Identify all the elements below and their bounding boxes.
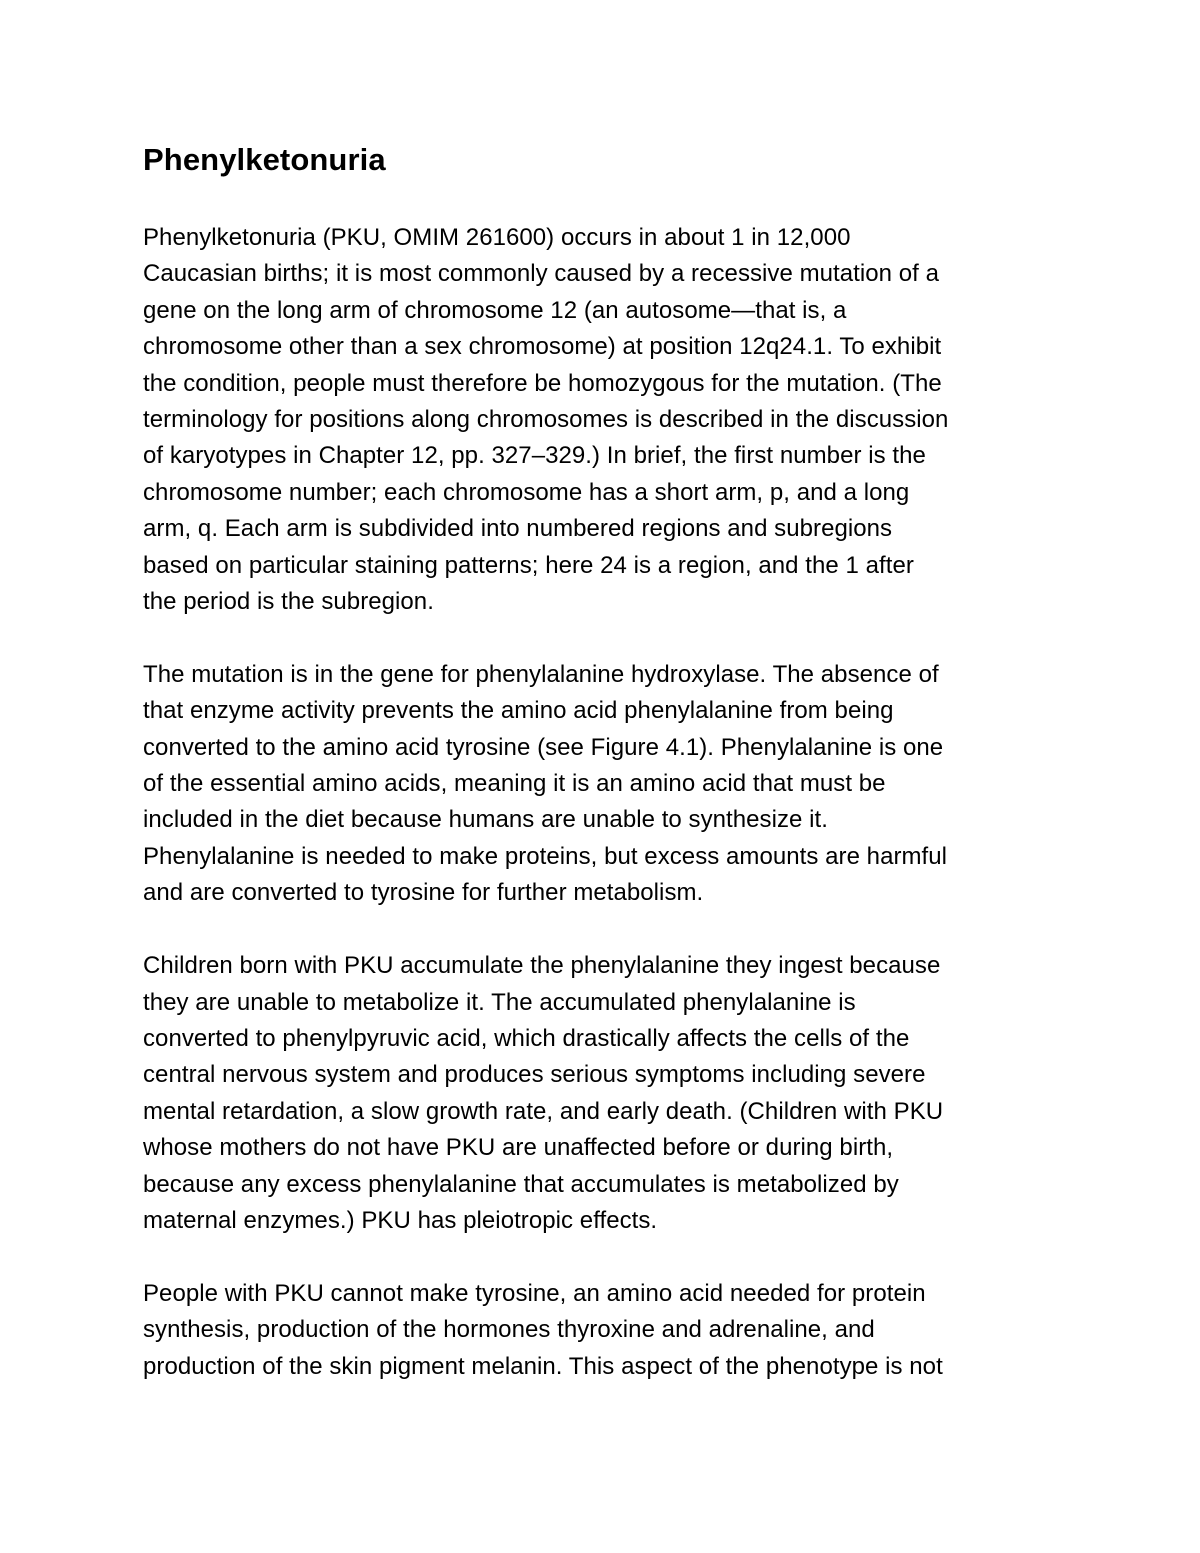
- text-line: because any excess phenylalanine that accumulates is metabolized by: [143, 1170, 899, 1198]
- text-line: chromosome number; each chromosome has a short arm, p, and a long: [143, 478, 910, 506]
- text-line: gene on the long arm of chromosome 12 (an autosome—that is, a: [143, 296, 847, 324]
- paragraph-4: [143, 1276, 1063, 1385]
- text-line: based on particular staining patterns; here 24 is a region, and the 1 after: [143, 551, 914, 579]
- text-line: terminology for positions along chromosomes is described in the discussion: [143, 406, 949, 434]
- text-line: synthesis, production of the hormones thyroxine and adrenaline, and: [143, 1316, 875, 1344]
- document-title: Phenylketonuria: [143, 142, 386, 177]
- text-line: they are unable to metabolize it. The accumulated phenylalanine is: [143, 988, 856, 1016]
- text-line: Phenylalanine is needed to make proteins, but excess amounts are harmful: [143, 842, 948, 870]
- text-line: production of the skin pigment melanin. This aspect of the phenotype is not: [143, 1352, 943, 1380]
- text-line: the condition, people must therefore be homozygous for the mutation. (The: [143, 369, 942, 397]
- text-line: Children born with PKU accumulate the phenylalanine they ingest because: [143, 952, 941, 980]
- paragraph-2: [143, 657, 1063, 912]
- text-line: People with PKU cannot make tyrosine, an amino acid needed for protein: [143, 1279, 926, 1307]
- text-line: converted to phenylpyruvic acid, which drastically affects the cells of the: [143, 1024, 910, 1052]
- text-line: the period is the subregion.: [143, 588, 434, 616]
- text-line: and are converted to tyrosine for further metabolism.: [143, 879, 704, 907]
- text-line: of the essential amino acids, meaning it is an amino acid that must be: [143, 770, 886, 798]
- text-line: mental retardation, a slow growth rate, and early death. (Children with PKU: [143, 1097, 944, 1125]
- paragraph-1: [143, 220, 1063, 620]
- text-line: that enzyme activity prevents the amino acid phenylalanine from being: [143, 697, 894, 725]
- text-line: Caucasian births; it is most commonly caused by a recessive mutation of a: [143, 260, 939, 288]
- text-line: included in the diet because humans are unable to synthesize it.: [143, 806, 828, 834]
- text-line: chromosome other than a sex chromosome) at position 12q24.1. To exhibit: [143, 333, 942, 361]
- text-line: central nervous system and produces serious symptoms including severe: [143, 1061, 926, 1089]
- paragraph-3: [143, 948, 1063, 1239]
- text-line: converted to the amino acid tyrosine (see Figure 4.1). Phenylalanine is one: [143, 733, 944, 761]
- text-line: whose mothers do not have PKU are unaffected before or during birth,: [143, 1134, 894, 1162]
- text-line: maternal enzymes.) PKU has pleiotropic effects.: [143, 1206, 658, 1234]
- text-line: Phenylketonuria (PKU, OMIM 261600) occurs in about 1 in 12,000: [143, 224, 851, 251]
- text-line: of karyotypes in Chapter 12, pp. 327–329.) In brief, the first number is the: [143, 442, 926, 470]
- text-line: The mutation is in the gene for phenylalanine hydroxylase. The absence of: [143, 660, 939, 688]
- text-line: arm, q. Each arm is subdivided into numbered regions and subregions: [143, 515, 893, 543]
- document-page: [143, 138, 1063, 1421]
